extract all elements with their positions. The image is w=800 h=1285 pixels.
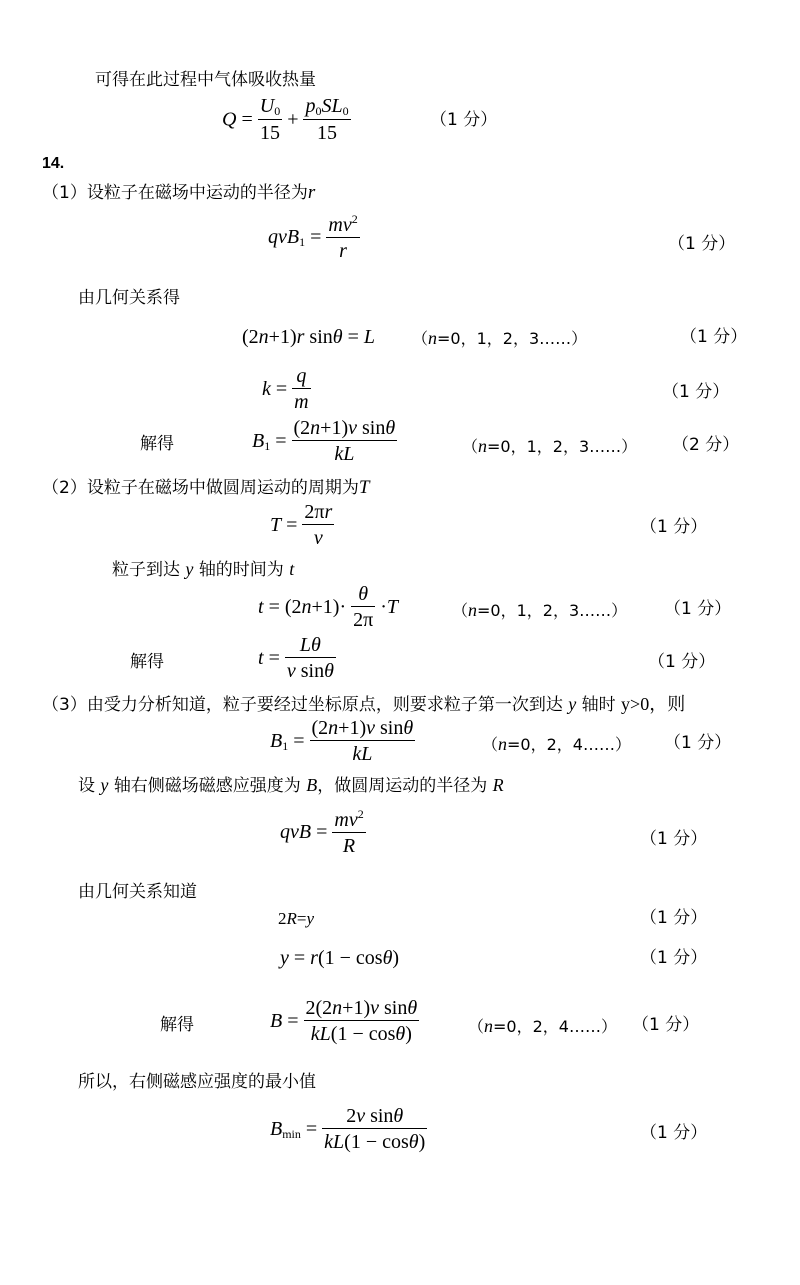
- condition-n-even: （n=0，2，4……）: [482, 734, 631, 754]
- condition-n-even: （n=0，2，4……）: [468, 1016, 617, 1036]
- intro-text: 可得在此过程中气体吸收热量: [95, 70, 316, 90]
- formula-heat-q: Q = $\frac{U_0}{15}$ + $\frac{p_0SL_0}{15}$: [222, 95, 349, 144]
- score-label: （1 分）: [640, 908, 708, 928]
- formula-period: T = $\frac{2\pi r}{v}$: [270, 501, 333, 549]
- formula-y: y = r(1 − cosθ): [280, 947, 400, 969]
- formula-2r: 2R=y: [278, 909, 315, 928]
- formula-b1: $B_1$ = $\frac{\text{(2n+1)v sinθ}}{kL}$: [252, 417, 396, 465]
- score-label: （1 分）: [640, 1123, 708, 1143]
- formula-time-2: t = $\frac{L\theta}{\text{v sinθ}}$: [258, 634, 334, 682]
- score-label: （1 分）: [664, 733, 732, 753]
- solve-label: 解得: [160, 1015, 194, 1035]
- score-label: （1 分）: [640, 517, 708, 537]
- formula-b-min: $B_{min}$ = $\frac{\text{2v sinθ}}{kL(1 - \cos\theta)}$: [270, 1105, 426, 1153]
- score-label: （1 分）: [648, 652, 716, 672]
- part3-heading: （3）由受力分析知道，粒子要经过坐标原点，则要求粒子第一次到达 y 轴时 y>0，则: [42, 694, 686, 715]
- formula-k: k = $\frac{q}{m}$: [262, 365, 309, 413]
- conclusion-text: 所以，右侧磁感应强度的最小值: [78, 1072, 316, 1092]
- solve-label: 解得: [130, 652, 164, 672]
- condition-n: （n=0，1，2，3……）: [412, 328, 588, 348]
- score-label: （1 分）: [662, 382, 730, 402]
- score-label: （1 分）: [640, 829, 708, 849]
- geometry-note-2: 由几何关系知道: [78, 882, 197, 902]
- formula-b1-even: $B_1$ = $\frac{\text{(2n+1)v sinθ}}{kL}$: [270, 717, 414, 765]
- score-label: （1 分）: [430, 110, 498, 130]
- question-number: 14.: [42, 155, 65, 172]
- formula-geometry-1: (2n+1)r sinθ = L: [242, 326, 375, 348]
- score-label: （1 分）: [632, 1015, 700, 1035]
- part2-heading: （2）设粒子在磁场中做圆周运动的周期为T: [42, 477, 370, 498]
- formula-lorentz-right: qvB = $\frac{mv^2}{R}$: [280, 807, 364, 857]
- formula-lorentz-radius: qvB$_1$ = $\frac{mv^2}{r}$: [268, 212, 358, 262]
- condition-n: （n=0，1，2，3……）: [452, 600, 628, 620]
- time-heading: 粒子到达 y 轴的时间为 t: [112, 559, 295, 580]
- solve-label: 解得: [140, 434, 174, 454]
- geometry-note: 由几何关系得: [78, 288, 180, 308]
- score-label: （1 分）: [640, 948, 708, 968]
- score-label: （1 分）: [680, 327, 748, 347]
- set-b-text: 设 y 轴右侧磁场磁感应强度为 B，做圆周运动的半径为 R: [78, 775, 504, 796]
- condition-n: （n=0，1，2，3……）: [462, 436, 638, 456]
- formula-b-right: B = $\frac{\text{2(2n+1)v sinθ}}{kL(1 - \cos\theta)}$: [270, 997, 418, 1045]
- part1-heading: （1）设粒子在磁场中运动的半径为r: [42, 182, 316, 203]
- score-label: （1 分）: [664, 599, 732, 619]
- score-label: （1 分）: [668, 234, 736, 254]
- score-label: （2 分）: [672, 435, 740, 455]
- formula-time-1: t = (2n+1)· $\frac{\theta}{2\pi}$ ·T: [258, 583, 399, 631]
